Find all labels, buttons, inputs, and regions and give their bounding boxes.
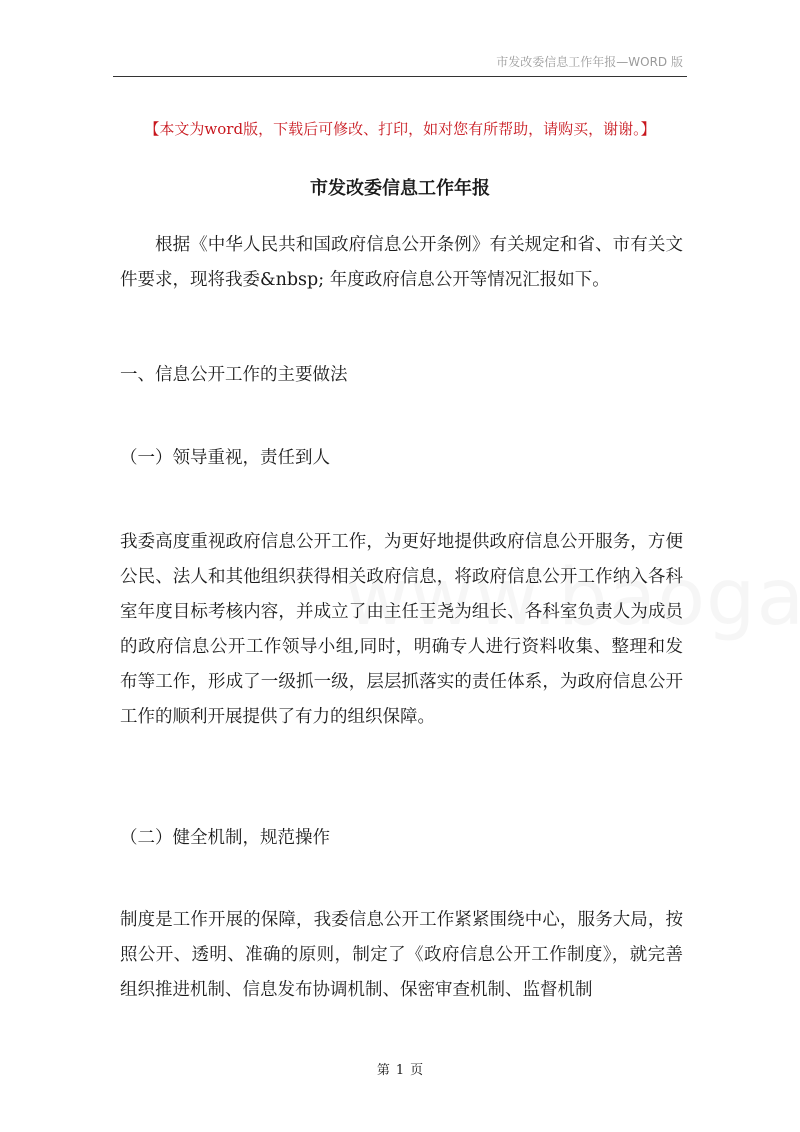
purchase-notice: 【本文为word版，下载后可修改、打印，如对您有所帮助，请购买，谢谢。】 — [144, 120, 656, 138]
subsection-heading-1: （一）领导重视，责任到人 — [120, 448, 330, 468]
document-title: 市发改委信息工作年报 — [310, 178, 490, 199]
subsection-2-body: 制度是工作开展的保障，我委信息公开工作紧紧围绕中心，服务大局，按照公开、透明、准确的原则，制定了《政府信息公开工作制度》，就完善组织推进机制、信息发布协调机制、保密审查机制、监督机制 — [120, 910, 683, 1000]
subsection-1-body: 我委高度重视政府信息公开工作，为更好地提供政府信息公开服务，方便公民、法人和其他组织获得相关政府信息，将政府信息公开工作纳入各科室年度目标考核内容，并成立了由主任王尧为组长、各科室负责人为成员的政府信息公开工作领导小组,同时，明确专人进行资料收集、整理和发布等工作，形成了一级抓一级，层层抓落实的责任体系，为政府信息公开工作的顺利开展提供了有力的组织保障。 — [120, 532, 683, 727]
page-prefix: 第 — [376, 1063, 390, 1078]
subsection-heading-2: （二）健全机制，规范操作 — [120, 828, 330, 848]
intro-paragraph: 根据《中华人民共和国政府信息公开条例》有关规定和省、市有关文件要求，现将我委&nbsp; 年度政府信息公开等情况汇报如下。 — [120, 235, 683, 290]
page-suffix: 页 — [410, 1063, 424, 1078]
running-header: 市发改委信息工作年报—WORD 版 — [496, 55, 683, 69]
header-rule — [113, 76, 687, 77]
page-number: 1 — [395, 1063, 405, 1078]
page-footer — [0, 1059, 800, 1078]
section-heading-1: 一、信息公开工作的主要做法 — [120, 365, 348, 385]
